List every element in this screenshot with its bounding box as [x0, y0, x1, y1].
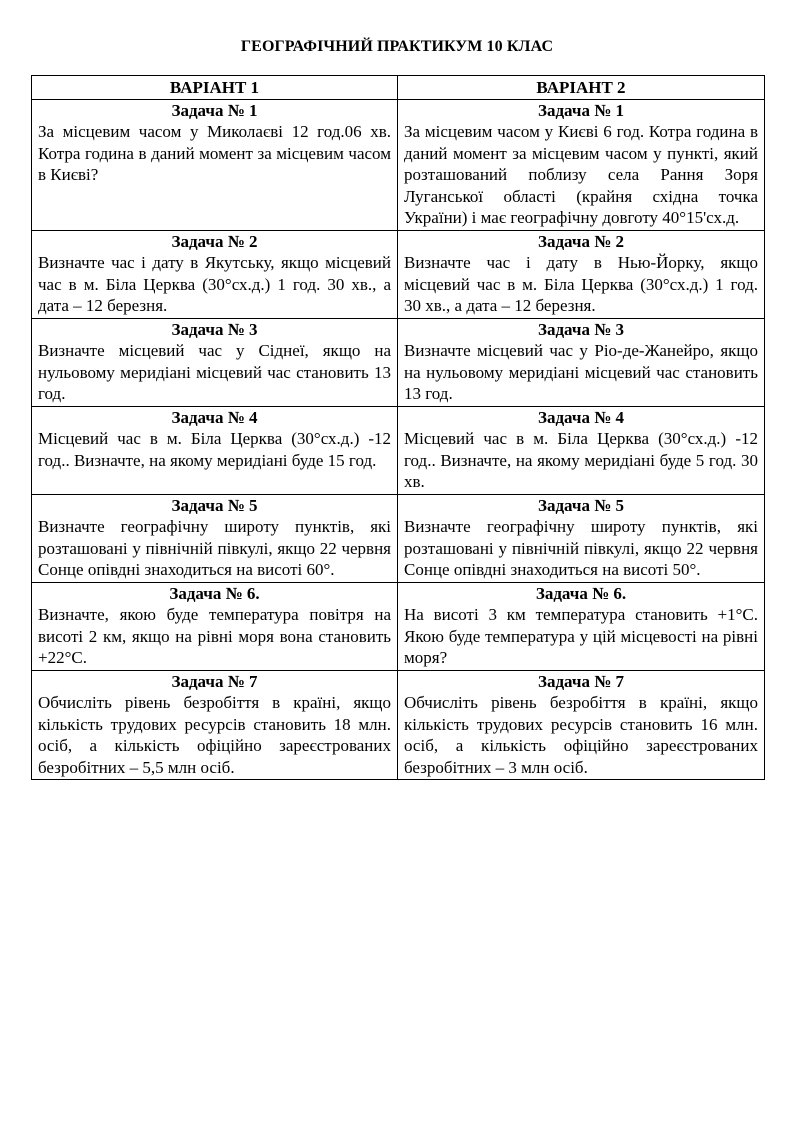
- task-text: Обчисліть рівень безробіття в країні, якщо кількість трудових ресурсів становить 18 млн. осіб, а кількість офіційно зареєстрованих безробітних – 5,5 млн осіб.: [38, 693, 391, 777]
- task-heading: Задача № 3: [537, 319, 625, 339]
- task-text: Місцевий час в м. Біла Церква (30°сх.д.) -12 год.. Визначте, на якому меридіані буде 5 год. 30 хв.: [404, 429, 758, 491]
- page-title: ГЕОГРАФІЧНИЙ ПРАКТИКУМ 10 КЛАС: [240, 38, 554, 55]
- task-text: Місцевий час в м. Біла Церква (30°сх.д.) -12 год.. Визначте, на якому меридіані буде 15 год.: [38, 429, 391, 470]
- task-text: Визначте місцевий час у Сіднеї, якщо на нульовому меридіані місцевий час становить 13 год.: [38, 341, 391, 403]
- task-text: Визначте місцевий час у Ріо-де-Жанейро, якщо на нульовому меридіані місцевий час становить 13 год.: [404, 341, 758, 403]
- task-row: [32, 406, 765, 494]
- task-text: Визначте час і дату в Якутську, якщо місцевий час в м. Біла Церква (30°сх.д.) 1 год. 30 хв., а дата – 12 березня.: [38, 253, 391, 315]
- variant-2-header: ВАРІАНТ 2: [398, 76, 765, 100]
- task-row: [32, 494, 765, 582]
- task-heading: Задача № 2: [171, 231, 258, 251]
- task-cell-v1: [32, 99, 398, 230]
- task-row: [32, 99, 765, 230]
- task-heading: Задача № 1: [537, 100, 625, 120]
- task-heading: Задача № 6.: [169, 583, 260, 603]
- task-heading: Задача № 1: [171, 100, 258, 120]
- task-cell-v2: [398, 406, 765, 494]
- task-cell-v1: [32, 582, 398, 670]
- task-cell-v1: [32, 230, 398, 318]
- task-text: На висоті 3 км температура становить +1°С. Якою буде температура у цій місцевості на рівні моря?: [404, 605, 758, 667]
- task-heading: Задача № 4: [537, 407, 625, 427]
- header-row: [32, 76, 765, 100]
- task-text: Визначте географічну широту пунктів, які розташовані у північній півкулі, якщо 22 червня Сонце опівдні знаходиться на висоті 50°.: [404, 517, 758, 579]
- task-heading: Задача № 6.: [535, 583, 627, 603]
- variant-1-header: ВАРІАНТ 1: [32, 76, 398, 100]
- task-cell-v2: [398, 318, 765, 406]
- task-text: За місцевим часом у Києві 6 год. Котра година в даний момент за місцевим часом у пункті, який розташований поблизу села Рання Зоря Луганської області (крайня східна точка України) і має географічну довготу 40°15'сх.д.: [404, 122, 758, 227]
- task-cell-v1: [32, 318, 398, 406]
- task-heading: Задача № 7: [537, 671, 625, 691]
- task-text: За місцевим часом у Миколаєві 12 год.06 хв. Котра година в даний момент за місцевим часом в Києві?: [38, 122, 391, 184]
- task-cell-v2: [398, 582, 765, 670]
- task-cell-v2: [398, 230, 765, 318]
- task-cell-v2: [398, 670, 765, 780]
- task-cell-v1: [32, 406, 398, 494]
- task-heading: Задача № 2: [537, 231, 625, 251]
- task-heading: Задача № 7: [171, 671, 258, 691]
- task-cell-v1: [32, 494, 398, 582]
- task-row: [32, 230, 765, 318]
- task-cell-v1: [32, 670, 398, 780]
- task-heading: Задача № 5: [537, 495, 625, 515]
- task-heading: Задача № 5: [171, 495, 258, 515]
- task-text: Обчисліть рівень безробіття в країні, якщо кількість трудових ресурсів становить 16 млн. осіб, а кількість офіційно зареєстрованих безробітних – 3 млн осіб.: [404, 693, 758, 777]
- task-heading: Задача № 3: [171, 319, 258, 339]
- task-cell-v2: [398, 494, 765, 582]
- task-text: Визначте час і дату в Нью-Йорку, якщо місцевий час в м. Біла Церква (30°сх.д.) 1 год. 30 хв., а дата – 12 березня.: [404, 253, 758, 315]
- task-row: [32, 670, 765, 780]
- tasks-table: [31, 75, 765, 780]
- task-cell-v2: [398, 99, 765, 230]
- task-row: [32, 318, 765, 406]
- task-text: Визначте, якою буде температура повітря на висоті 2 км, якщо на рівні моря вона становить +22°С.: [38, 605, 391, 667]
- task-heading: Задача № 4: [171, 407, 258, 427]
- task-text: Визначте географічну широту пунктів, які розташовані у північній півкулі, якщо 22 червня Сонце опівдні знаходиться на висоті 60°.: [38, 517, 391, 579]
- task-row: [32, 582, 765, 670]
